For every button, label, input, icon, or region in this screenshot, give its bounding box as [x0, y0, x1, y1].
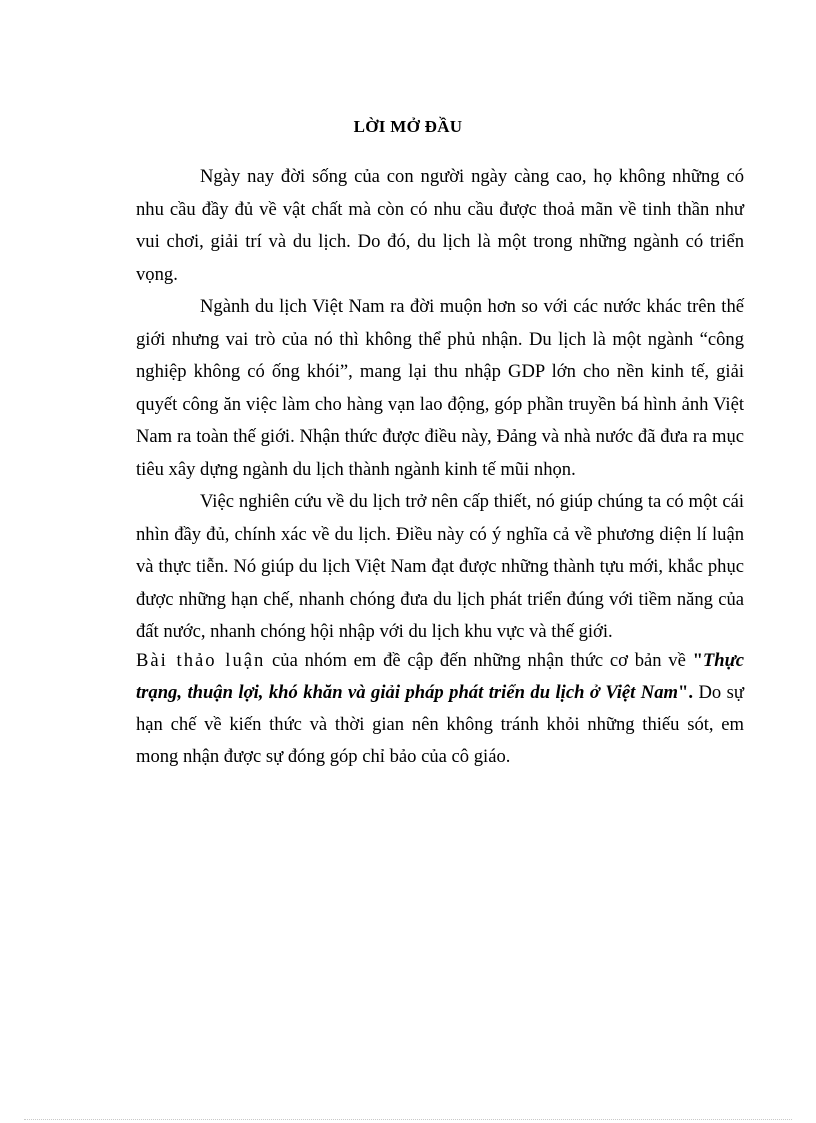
topic-title: Thực trạng, thuận lợi, khó khăn và giải pháp phát triển du lịch ở Việt Nam	[136, 649, 744, 703]
open-quote: "	[692, 649, 703, 671]
close-quote: ".	[678, 681, 693, 703]
paragraph-4-tail: Do sự hạn chế về kiến thức và thời gian nên không tránh khỏi những thiếu sót, em mong nhận được sự đóng góp chỉ bảo của cô giáo.	[136, 681, 744, 767]
paragraph-4-intro: của nhóm em đề cập đến những nhận thức cơ bản về	[265, 649, 693, 671]
paragraph-2: Ngành du lịch Việt Nam ra đời muộn hơn so với các nước khác trên thế giới nhưng vai trò của nó thì không thể phủ nhận. Du lịch là một ngành “công nghiệp không có ống khói”, mang lại thu nhập GDP lớn cho nền kinh tế, giải quyết công ăn việc làm cho hàng vạn lao động, góp phần truyền bá hình ảnh Việt Nam ra toàn thế giới. Nhận thức được điều này, Đảng và nhà nước đã đưa ra mục tiêu xây dựng ngành du lịch thành ngành kinh tế mũi nhọn.	[136, 296, 744, 480]
footer-divider	[24, 1119, 792, 1120]
paragraph-4	[136, 645, 744, 773]
paragraph-4-lead: Bài thảo luận	[136, 649, 266, 671]
page-title: LỜI MỞ ĐẦU	[353, 117, 463, 136]
paragraph-3: Việc nghiên cứu về du lịch trở nên cấp thiết, nó giúp chúng ta có một cái nhìn đầy đủ, chính xác về du lịch. Điều này có ý nghĩa cả về phương diện lí luận và thực tiễn. Nó giúp du lịch Việt Nam đạt được những thành tựu mới, khắc phục được những hạn chế, nhanh chóng đưa du lịch phát triển đúng với tiềm năng của đất nước, nhanh chóng hội nhập với du lịch khu vực và thế giới.	[136, 491, 744, 642]
paragraph-1: Ngày nay đời sống của con người ngày càng cao, họ không những có nhu cầu đầy đủ về vật chất mà còn có nhu cầu được thoả mãn về tinh thần như vui chơi, giải trí và du lịch. Do đó, du lịch là một trong những ngành có triển vọng.	[136, 166, 744, 285]
body-text	[136, 161, 744, 773]
